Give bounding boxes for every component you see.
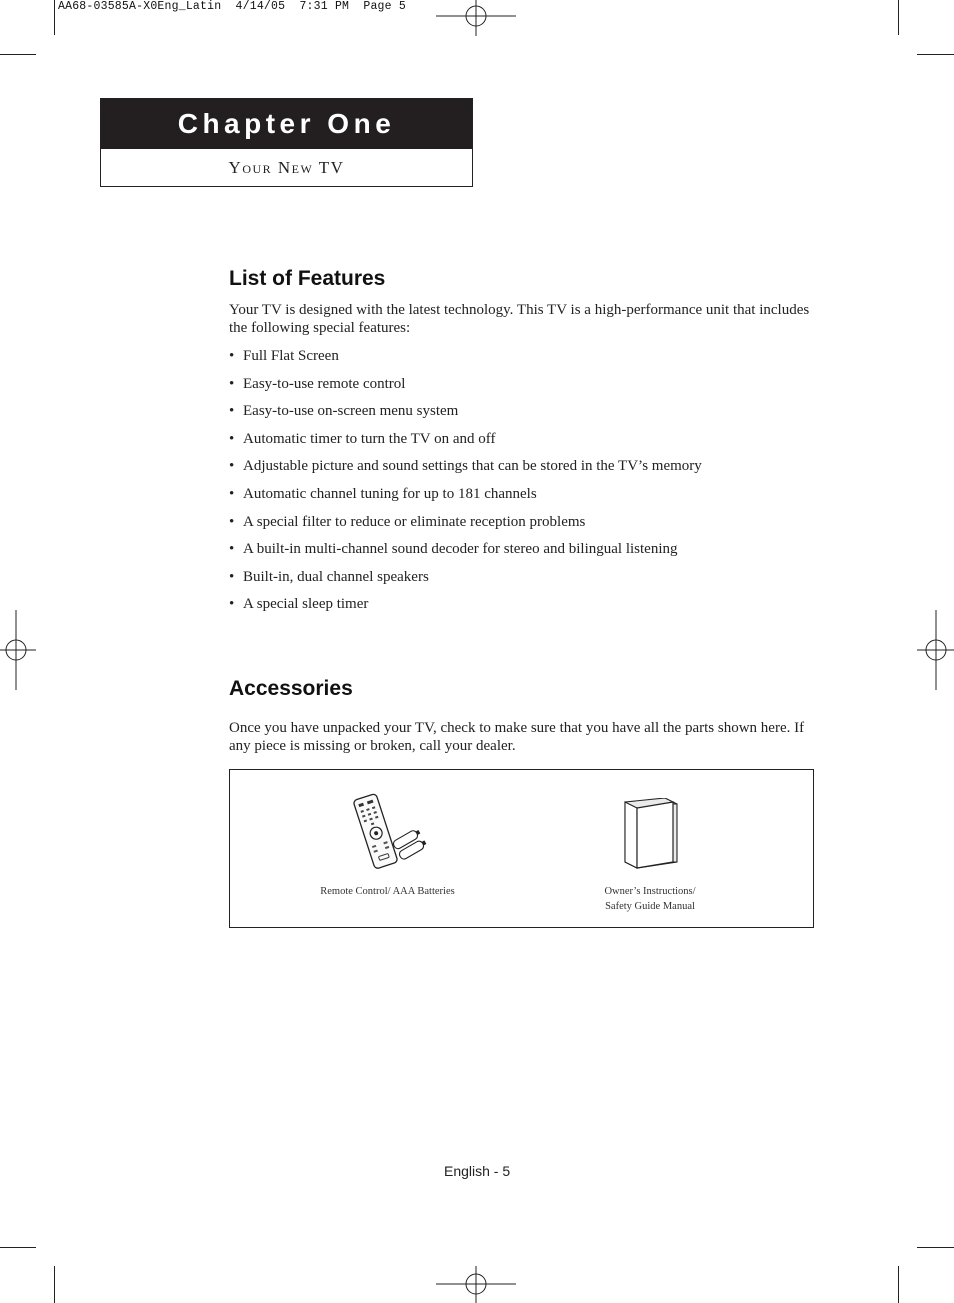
print-slug: AA68-03585A-X0Eng_Latin 4/14/05 7:31 PM Page 5 [58,0,406,13]
list-item: • Built-in, dual channel speakers [229,568,429,585]
list-item: • A special filter to reduce or eliminate reception problems [229,513,586,530]
accessory-manual [575,798,725,914]
registration-mark-top [436,0,516,36]
list-item: • A built-in multi-channel sound decoder for stereo and bilingual listening [229,541,678,558]
remote-control-icon [343,790,433,870]
registration-mark-right [917,610,954,690]
list-item: • A special sleep timer [229,596,369,613]
chapter-title: Chapter One [101,99,472,149]
remote-label: Remote Control/ AAA Batteries [320,886,455,897]
list-item: • Automatic timer to turn the TV on and off [229,430,496,447]
manual-icon [615,798,685,872]
page-number: English - 5 [444,1163,511,1179]
features-heading: List of Features [229,267,386,290]
list-item: • Adjustable picture and sound settings that can be stored in the TV’s memory [229,458,702,475]
manual-label-line2: Safety Guide Manual [605,901,695,912]
features-intro: Your TV is designed with the latest technology. This TV is a high-performance unit that includes the following special features: [229,302,810,336]
list-item: • Easy-to-use remote control [229,375,406,392]
features-list [229,346,702,622]
chapter-header [100,98,473,187]
accessories-box [229,769,814,928]
accessories-intro: Once you have unpacked your TV, check to make sure that you have all the parts shown here. If any piece is missing or broken, call your dealer. [229,720,805,754]
registration-mark-left [0,610,36,690]
chapter-subtitle: Your New TV [228,157,345,177]
list-item: • Full Flat Screen [229,348,339,364]
manual-label-line1: Owner’s Instructions/ [604,886,696,897]
accessories-heading: Accessories [229,677,353,700]
registration-mark-bottom [436,1266,516,1303]
accessory-remote [300,790,475,899]
list-item: • Easy-to-use on-screen menu system [229,403,459,420]
list-item: • Automatic channel tuning for up to 181 channels [229,485,537,502]
